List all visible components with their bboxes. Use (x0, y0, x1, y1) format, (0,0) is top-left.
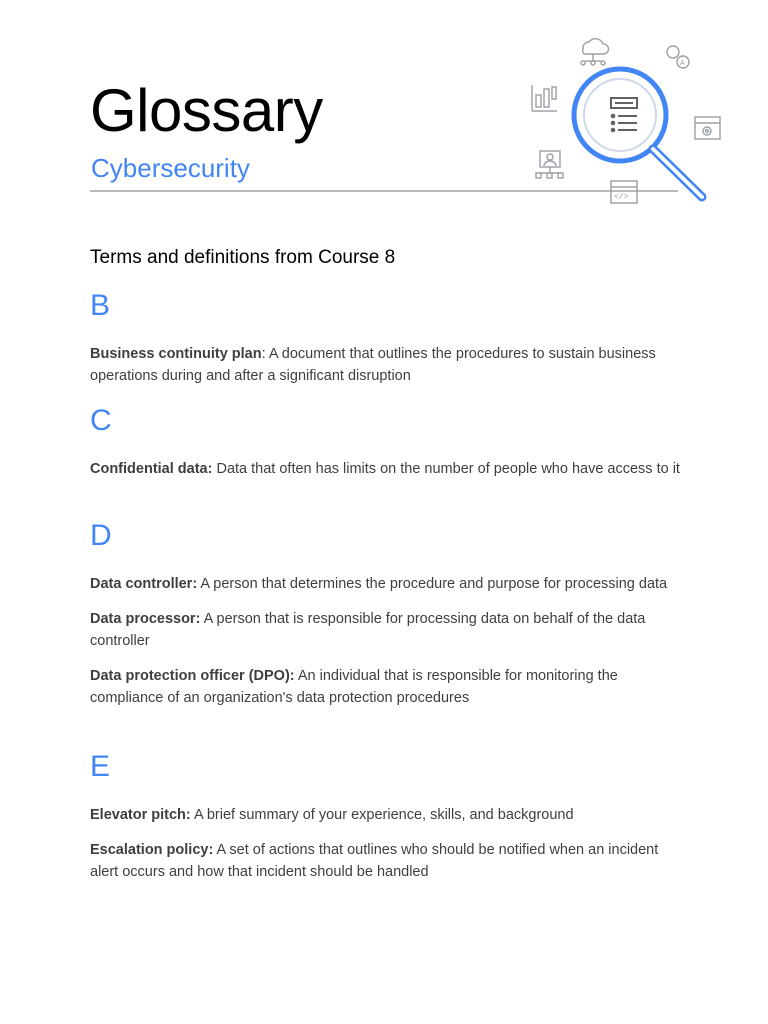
intro-text: Terms and definitions from Course 8 (90, 247, 396, 268)
glossary-term: Data controller: (90, 576, 198, 592)
page-title: Glossary (90, 77, 323, 144)
term-separator: : (261, 346, 269, 362)
glossary-section-d (90, 518, 690, 722)
glossary-entry (90, 343, 690, 387)
glossary-definition: Data that often has limits on the number of people who have access to it (216, 461, 680, 477)
section-letter: B (90, 289, 111, 322)
glossary-entry (90, 458, 690, 480)
glossary-term: Elevator pitch: (90, 807, 191, 823)
glossary-definition: A document that outlines the procedures to sustain business operations during and after a significant disruption (90, 346, 656, 384)
glossary-entry (90, 839, 690, 883)
svg-text:A: A (680, 60, 685, 67)
glossary-section-b (90, 288, 690, 400)
glossary-entry (90, 804, 690, 826)
glossary-definition: A person that determines the procedure and purpose for processing data (200, 576, 668, 592)
code-window-icon (611, 181, 637, 203)
settings-window-icon (695, 117, 720, 139)
glossary-definition: An individual that is responsible for monitoring the compliance of an organization's data protection procedures (90, 668, 618, 706)
section-letter: C (90, 404, 112, 437)
glossary-term: Escalation policy: (90, 842, 214, 858)
svg-text:</>: </> (614, 193, 629, 202)
section-letter: D (90, 519, 112, 552)
glossary-entry (90, 665, 690, 709)
glossary-term: Confidential data: (90, 461, 213, 477)
glossary-term: Data processor: (90, 611, 201, 627)
header-illustration (505, 25, 735, 215)
magnifying-glass-icon (574, 69, 702, 197)
glossary-section-e (90, 749, 690, 896)
user-network-icon (536, 151, 563, 178)
cloud-network-icon (581, 39, 609, 65)
glossary-definition: A brief summary of your experience, skills, and background (193, 807, 574, 823)
chat-bubbles-icon (667, 46, 689, 68)
glossary-term: Business continuity plan (90, 346, 262, 362)
section-letter: E (90, 750, 111, 783)
glossary-definition: A set of actions that outlines who should be notified when an incident alert occurs and how that incident should be handled (90, 842, 659, 880)
glossary-entry (90, 573, 690, 595)
chart-icon (532, 85, 557, 111)
glossary-entry (90, 608, 690, 652)
glossary-term: Data protection officer (DPO): (90, 668, 295, 684)
page-subtitle: Cybersecurity (91, 153, 250, 183)
glossary-section-c (90, 403, 690, 493)
glossary-definition: A person that is responsible for processing data on behalf of the data controller (90, 611, 646, 649)
